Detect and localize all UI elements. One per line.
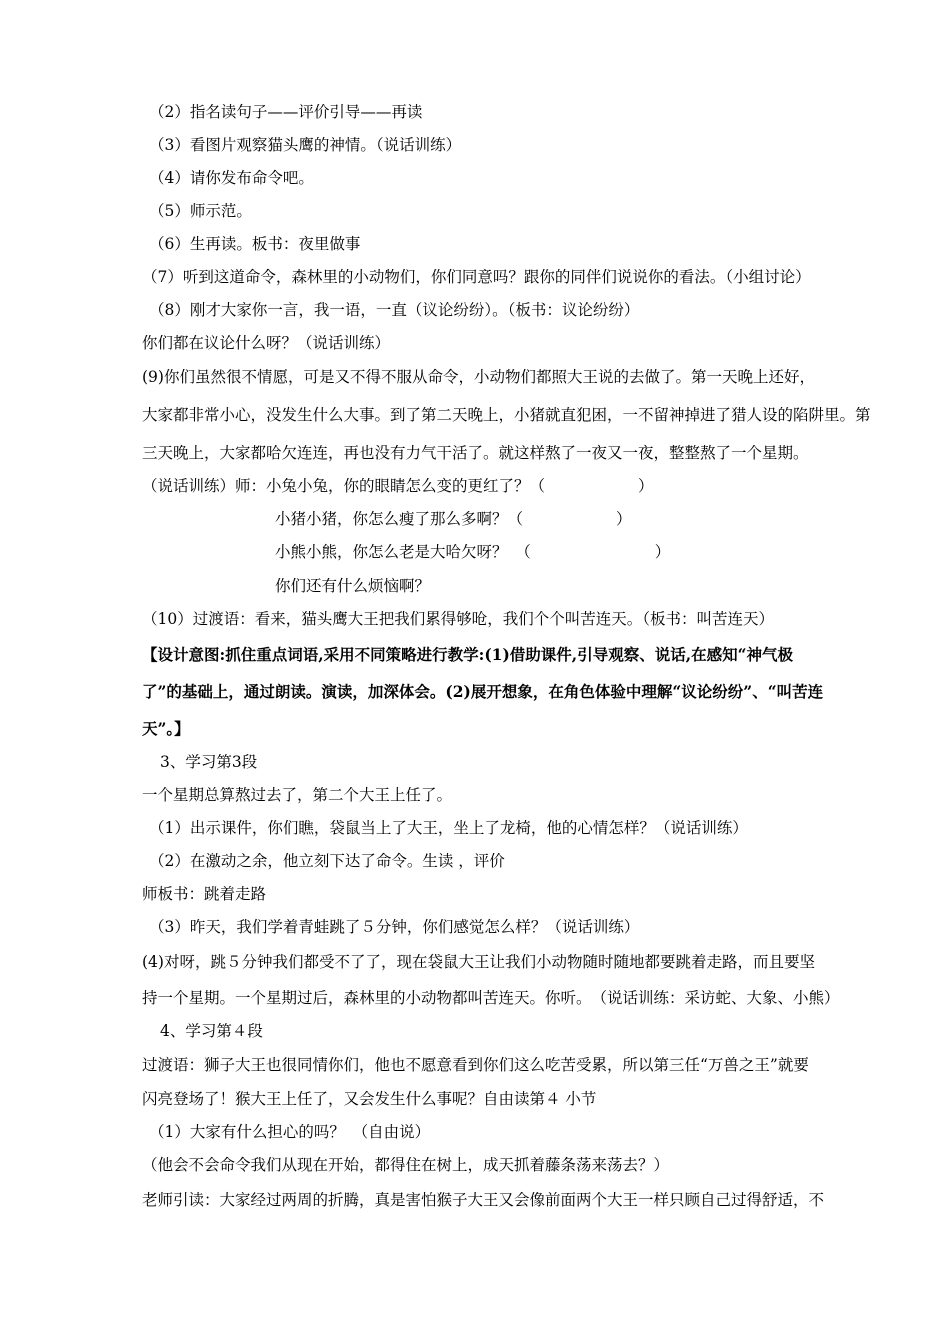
text-line: 师板书：跳着走路: [142, 885, 267, 903]
text-line: （说话训练）师：小兔小兔，你的眼睛怎么变的更红了？（ ）: [142, 477, 654, 495]
section-heading: 3、学习第3段: [160, 753, 258, 771]
text-line: 小熊小熊，你怎么老是大哈欠呀？ （ ）: [275, 543, 671, 561]
text-line: （7）听到这道命令，森林里的小动物们，你们同意吗？跟你的同伴们说说你的看法。（小组讨论）: [142, 268, 811, 286]
text-line: 过渡语：狮子大王也很同情你们，他也不愿意看到你们这么吃苦受累，所以第三任“万兽之王”就要: [142, 1056, 809, 1074]
text-line: 小猪小猪，你怎么瘦了那么多啊？（ ）: [275, 510, 632, 528]
text-line: （1）出示课件，你们瞧，袋鼠当上了大王，坐上了龙椅，他的心情怎样？（说话训练）: [149, 819, 748, 837]
design-intent-line: 【设计意图:抓住重点词语,采用不同策略进行教学:(1)借助课件,引导观察、说话,在感知“神气极: [142, 645, 794, 664]
text-line: （3）昨天，我们学着青蛙跳了５分钟，你们感觉怎么样？（说话训练）: [149, 918, 640, 936]
text-line: （4）请你发布命令吧。: [149, 169, 314, 187]
text-line: (9)你们虽然很不情愿，可是又不得不服从命令，小动物们都照大王说的去做了。第一天晚上还好，: [142, 368, 815, 386]
text-line: 大家都非常小心，没发生什么大事。到了第二天晚上，小猪就直犯困，一不留神掉进了猎人设的陷阱里。第: [142, 406, 871, 424]
section-heading: 4、学习第４段: [160, 1022, 263, 1040]
text-line: 三天晚上，大家都哈欠连连，再也没有力气干活了。就这样熬了一夜又一夜，整整熬了一个星期。: [142, 444, 809, 462]
text-line: (4)对呀，跳５分钟我们都受不了了，现在袋鼠大王让我们小动物随时随地都要跳着走路，而且要坚: [142, 953, 815, 971]
text-line: 闪亮登场了！猴大王上任了，又会发生什么事呢？自由读第４ 小节: [142, 1090, 597, 1108]
text-line: 老师引读：大家经过两周的折腾，真是害怕猴子大王又会像前面两个大王一样只顾自己过得舒适，不: [142, 1191, 825, 1209]
text-line: （5）师示范。: [149, 202, 252, 220]
text-line: 一个星期总算熬过去了，第二个大王上任了。: [142, 786, 453, 804]
text-line: （1）大家有什么担心的吗？ （自由说）: [149, 1123, 431, 1141]
text-line: （10）过渡语：看来，猫头鹰大王把我们累得够呛，我们个个叫苦连天。（板书：叫苦连天）: [142, 610, 774, 628]
text-line: （2）指名读句子——评价引导——再读: [149, 103, 423, 121]
text-line: （8）刚才大家你一言，我一语，一直（议论纷纷）。（板书：议论纷纷）: [149, 301, 640, 319]
text-line: （3）看图片观察猫头鹰的神情。（说话训练）: [149, 136, 462, 154]
text-line: 持一个星期。一个星期过后，森林里的小动物都叫苦连天。你听。 （说话训练：采访蛇、大象、小熊）: [142, 989, 840, 1007]
text-line: （6）生再读。板书：夜里做事: [149, 235, 361, 253]
design-intent-line: 了”的基础上，通过朗读。演读，加深体会。(2)展开想象，在角色体验中理解“议论纷纷”、“叫苦连: [142, 682, 824, 701]
text-line: 你们都在议论什么呀？（说话训练）: [142, 334, 391, 352]
text-line: （2）在激动之余，他立刻下达了命令。生读 ，评价: [149, 852, 505, 870]
text-line: （他会不会命令我们从现在开始，都得住在树上，成天抓着藤条荡来荡去？）: [142, 1156, 670, 1174]
design-intent-line: 天”。】: [142, 719, 190, 738]
text-line: 你们还有什么烦恼啊？: [275, 577, 431, 595]
